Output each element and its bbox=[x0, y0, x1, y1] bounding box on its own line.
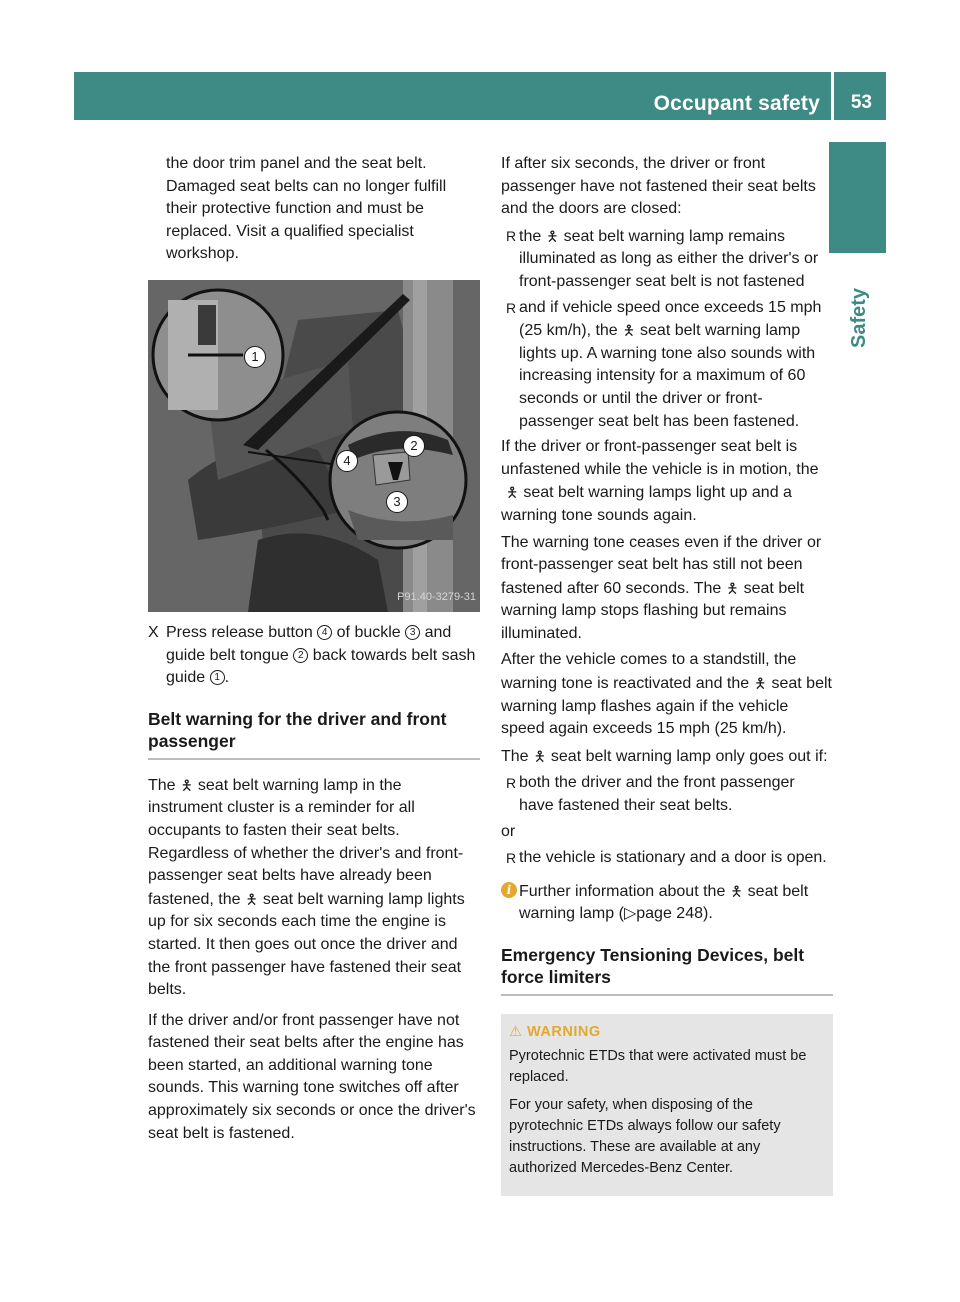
page-reference-link[interactable]: page 248). bbox=[636, 905, 713, 923]
list-item: R and if vehicle speed once exceeds 15 mph (25 km/h), the 🯅 seat belt warning lamp lights up. A warning tone also sounds with increasing intensity for a maximum of 60 seconds or until the driver or front-passenger seat belt has been fastened. bbox=[506, 298, 822, 430]
intro-text: the door trim panel and the seat belt. Damaged seat belts can no longer fulfill their protective function and must be replaced. Visit a qualified specialist workshop. bbox=[166, 155, 447, 263]
warning-title: ⚠ WARNING bbox=[509, 1024, 601, 1040]
callout-3: 3 bbox=[405, 625, 420, 640]
warning-box bbox=[501, 1014, 833, 1196]
figure-code: P91.40-3279-31 bbox=[397, 591, 476, 604]
or-text: or bbox=[501, 822, 516, 840]
callout-2: 2 bbox=[293, 648, 308, 663]
instruction-step: X Press release button 4 of buckle 3 and guide belt tongue 2 back towards belt sash guide 1 . bbox=[148, 623, 476, 687]
bullet-icon: R bbox=[506, 850, 517, 867]
seatbelt-icon: 🯅 bbox=[245, 890, 258, 907]
seatbelt-icon: 🯅 bbox=[754, 675, 767, 692]
section-label: Safety bbox=[848, 287, 870, 348]
warning-text: Pyrotechnic ETDs that were activated must be replaced. bbox=[509, 1048, 807, 1085]
seatbelt-figure bbox=[148, 280, 480, 612]
header-divider bbox=[831, 72, 834, 120]
right-column bbox=[501, 153, 833, 1196]
seatbelt-icon: 🯅 bbox=[730, 882, 743, 899]
seatbelt-icon: 🯅 bbox=[726, 579, 739, 596]
bullet-icon: R bbox=[506, 299, 517, 316]
callout-4: 4 bbox=[317, 625, 332, 640]
paragraph: If the driver and/or front passenger have not fastened their seat belts after the engine has been started, an additional warning tone sounds. This warning tone switches off after approximately six seconds or once the driver's seat belt is fastened. bbox=[148, 1011, 476, 1142]
page-number: 53 bbox=[850, 92, 872, 113]
paragraph: If the driver or front-passenger seat belt is unfastened while the vehicle is in motion, the🯅 seat belt warning lamps light up and a warning tone sounds again. bbox=[501, 438, 819, 524]
paragraph: The warning tone ceases even if the driver or front-passenger seat belt has still not been fastened after 60 seconds. The 🯅 seat belt warning lamp stops flashing but remains illuminated. bbox=[501, 533, 822, 642]
figure-callout-4: 4 bbox=[336, 450, 358, 472]
figure-callout-3: 3 bbox=[386, 491, 408, 513]
section-heading: Emergency Tensioning Devices, belt force limiters bbox=[501, 944, 833, 996]
info-note: i Further information about the 🯅 seat belt warning lamp (▷page 248). bbox=[501, 880, 833, 926]
info-icon: i bbox=[501, 882, 517, 898]
seatbelt-icon: 🯅 bbox=[546, 227, 559, 244]
warning-icon: ⚠ bbox=[509, 1024, 523, 1040]
paragraph: After the vehicle comes to a standstill, the warning tone is reactivated and the 🯅 seat belt warning lamp flashes again if the vehicle speed again exceeds 15 mph (25 km/h). bbox=[501, 651, 832, 738]
seat-illustration bbox=[148, 280, 480, 612]
seatbelt-icon: 🯅 bbox=[506, 484, 519, 501]
header-bar bbox=[74, 72, 886, 120]
paragraph: The 🯅 seat belt warning lamp only goes out if: bbox=[501, 745, 833, 769]
seatbelt-icon: 🯅 bbox=[622, 322, 636, 339]
page-title: Occupant safety bbox=[653, 92, 820, 115]
paragraph: The 🯅 seat belt warning lamp in the instrument cluster is a reminder for all occupants to fasten their seat belts. Regardless of whether the driver's and front-passenger seat belts have already been fastened, the 🯅 seat belt warning lamp lights up for six seconds each time the engine is started. It then goes out once the driver and the front passenger have fastened their seat belts. bbox=[148, 774, 480, 1002]
step-arrow-icon: X bbox=[148, 623, 159, 641]
figure-callout-2: 2 bbox=[403, 435, 425, 457]
seatbelt-icon: 🯅 bbox=[533, 747, 546, 764]
page-ref-arrow-icon: ▷ bbox=[623, 905, 637, 923]
list-item: R the 🯅 seat belt warning lamp remains illuminated as long as either the driver's or front-passenger seat belt is not fastened bbox=[501, 225, 833, 294]
figure-callout-1: 1 bbox=[244, 346, 266, 368]
bullet-icon: R bbox=[506, 227, 517, 244]
callout-1: 1 bbox=[210, 670, 225, 685]
bullet-icon: R bbox=[506, 775, 517, 792]
list-item: R both the driver and the front passenger have fastened their seat belts. bbox=[506, 774, 795, 815]
section-tab bbox=[829, 142, 886, 253]
paragraph: If after six seconds, the driver or front passenger have not fastened their seat belts and the doors are closed: bbox=[501, 155, 816, 218]
left-column bbox=[148, 153, 480, 1149]
warning-text: For your safety, when disposing of the pyrotechnic ETDs always follow our safety instructions. These are available at any authorized Mercedes-Benz Center. bbox=[509, 1097, 781, 1176]
list-item: R the vehicle is stationary and a door is open. bbox=[501, 847, 833, 870]
section-heading: Belt warning for the driver and front passenger bbox=[148, 708, 480, 760]
seatbelt-icon: 🯅 bbox=[180, 776, 193, 793]
